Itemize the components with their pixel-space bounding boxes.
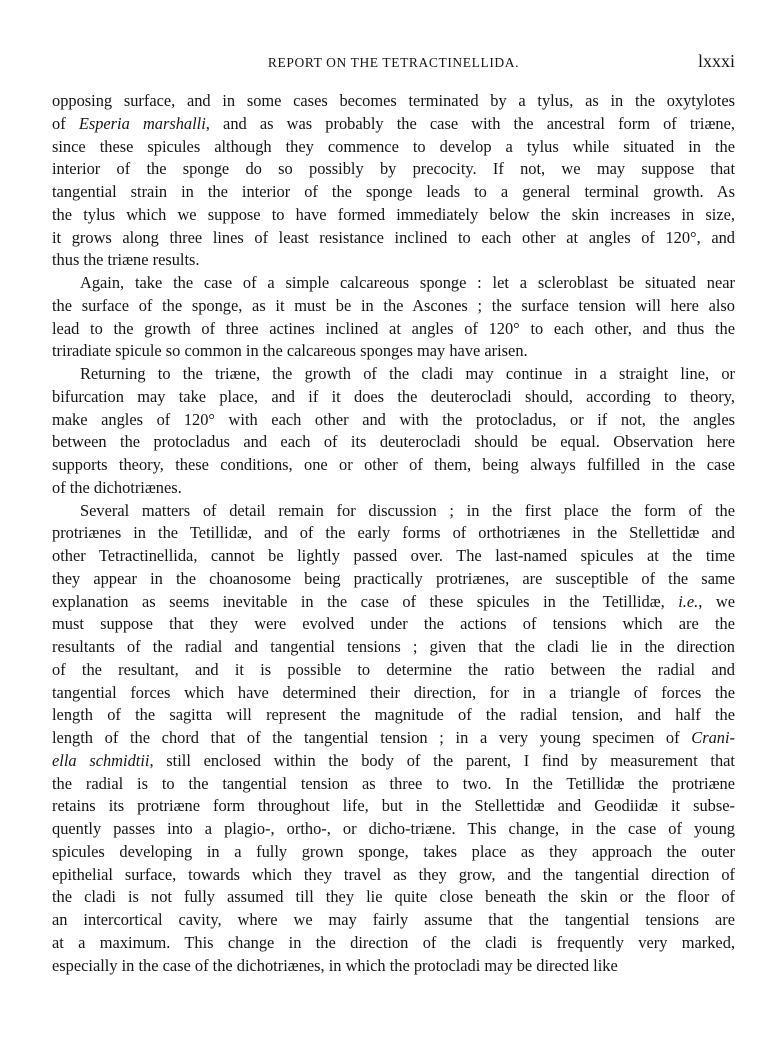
text-line: of Esperia marshalli, and as was probably the case with the ancestral form of triæne, [52,113,735,133]
text-line: triradiate spicule so common in the calcareous sponges may have arisen. [52,341,528,361]
text-line: they appear in the choanosome being practically protriænes, are susceptible of the same [52,568,735,588]
text-line: Returning to the triæne, the growth of the cladi may continue in a straight line, or [80,364,735,383]
text-line: must suppose that they were evolved under the actions of tensions which are the [52,614,735,634]
text-line: supports theory, these conditions, one or other of them, being always fulfilled in the case [52,455,735,474]
text-line: resultants of the radial and tangential tensions ; given that the cladi lie in the direction [52,637,735,656]
text-line: an intercortical cavity, where we may fairly assume that the tangential tensions are [52,910,735,929]
text-line: since these spicules although they commence to develop a tylus while situated in the [52,136,735,156]
text-line: of the dichotriænes. [52,477,182,497]
paragraph [52,272,735,363]
paragraph [52,500,735,978]
text-line: make angles of 120° with each other and with the protocladus, or if not, the angles [52,409,735,429]
paragraph [52,90,735,272]
text-line: quently passes into a plagio-, ortho-, or dicho-triæne. This change, in the case of young [52,819,735,838]
page-header [52,51,735,73]
text-line: bifurcation may take place, and if it does the deuterocladi should, according to theory, [52,386,735,406]
text-line: interior of the sponge do so possibly by precocity. If not, we may suppose that [52,159,735,179]
text-line: protriænes in the Tetillidæ, and of the early forms of orthotriænes in the Stellettidæ and [52,523,735,543]
text-line: other Tetractinellida, cannot be lightly passed over. The last-named spicules at the time [52,546,735,565]
text-line: length of the chord that of the tangential tension ; in a very young specimen of Crani- [52,728,735,747]
text-line: the cladi is not fully assumed till they lie quite close beneath the skin or the floor of [52,887,735,907]
text-line: Again, take the case of a simple calcareous sponge : let a scleroblast be situated near [80,273,735,292]
text-line: ella schmidtii, still enclosed within the body of the parent, I find by measurement that [52,750,735,770]
text-line: Several matters of detail remain for discussion ; in the first place the form of the [80,500,735,520]
text-line: explanation as seems inevitable in the case of these spicules in the Tetillidæ, i.e., we [52,591,736,611]
text-line: lead to the growth of three actines inclined at angles of 120° to each other, and thus the [52,318,735,338]
text-line: epithelial surface, towards which they travel as they grow, and the tangential direction of [52,864,735,884]
text-line: retains its protriæne form throughout life, but in the Stellettidæ and Geodiidæ it subse- [52,796,735,816]
text-line: especially in the case of the dichotriænes, in which the protocladi may be directed like [52,955,618,975]
text-line: it grows along three lines of least resistance inclined to each other at angles of 120°, and [52,227,735,247]
italic-term: Crani- [691,728,735,747]
text-line: at a maximum. This change in the direction of the cladi is frequently very marked, [52,932,735,952]
text-line: thus the triæne results. [52,250,200,270]
text-line: tangential strain in the interior of the sponge leads to a general terminal growth. As [52,182,735,201]
text-line: the radial is to the tangential tension as three to two. In the Tetillidæ the protriæne [52,773,735,793]
running-title: REPORT ON THE TETRACTINELLIDA. [267,55,520,70]
text-line: length of the sagitta will represent the magnitude of the radial tension, and half the [52,705,735,725]
paragraph [52,363,735,500]
text-line: opposing surface, and in some cases becomes terminated by a tylus, as in the oxytylotes [52,91,735,110]
text-line: tangential forces which have determined their direction, for in a triangle of forces the [52,682,735,702]
text-line: between the protocladus and each of its deuterocladi should be equal. Observation here [52,432,735,452]
text-line: the tylus which we suppose to have formed immediately below the skin increases in size, [52,204,735,224]
text-line: the surface of the sponge, as it must be in the Ascones ; the surface tension will here also [52,295,735,315]
text-line: spicules developing in a fully grown sponge, takes place as they approach the outer [52,841,735,861]
page-number: lxxxi [697,51,735,71]
italic-term: ella schmidtii [52,750,150,770]
italic-term: i.e. [678,591,699,611]
text-line: of the resultant, and it is possible to determine the ratio between the radial and [52,659,735,679]
italic-term: Esperia marshalli [78,113,206,133]
body-text [52,90,735,977]
